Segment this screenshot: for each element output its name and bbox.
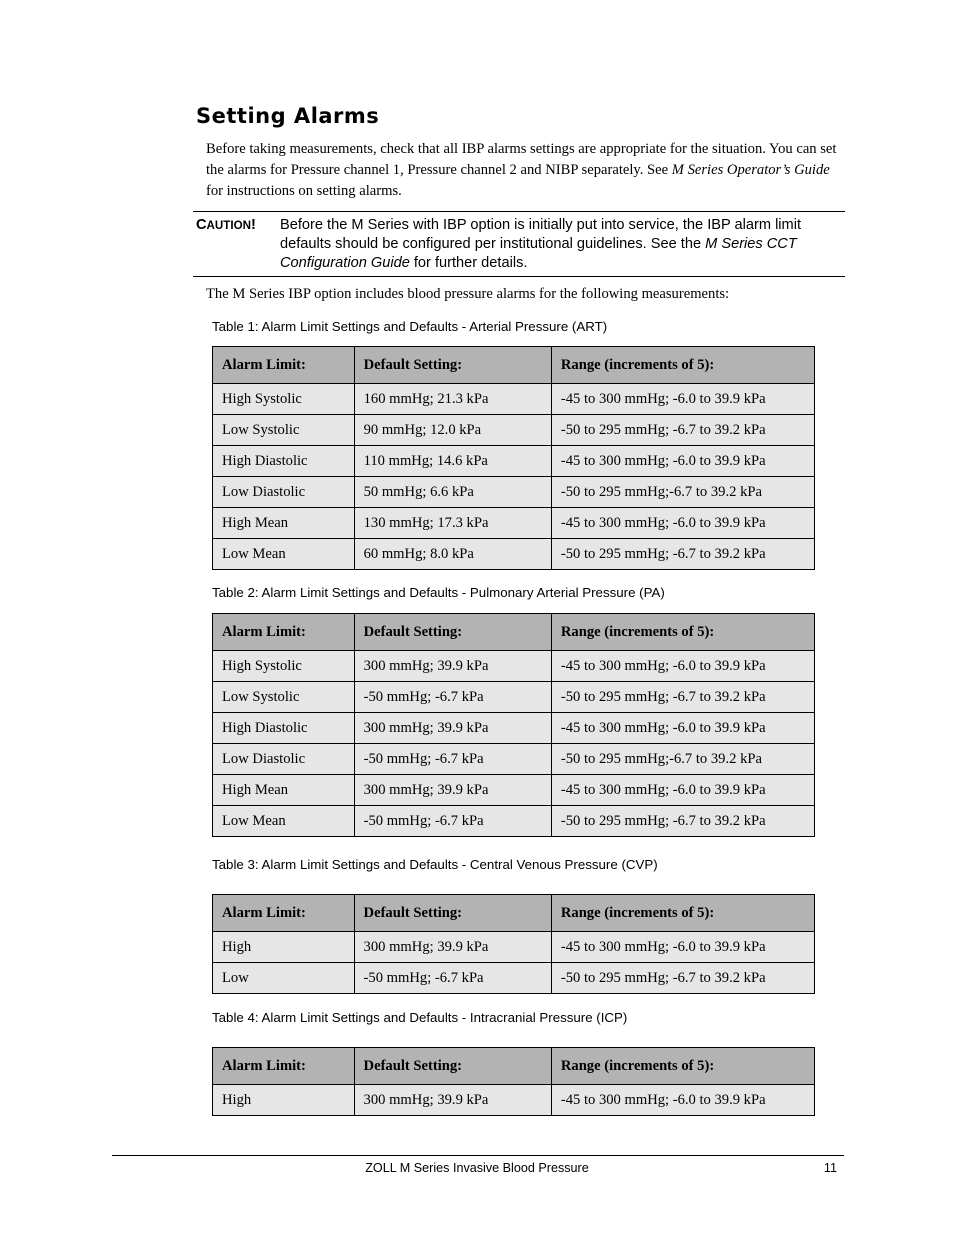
- operators-guide-reference: M Series Operator’s Guide: [671, 162, 830, 178]
- table-2-pa: [212, 613, 815, 837]
- header-alarm-limit: Alarm Limit:: [213, 614, 355, 651]
- default-setting-cell: -50 mmHg; -6.7 kPa: [354, 682, 551, 713]
- header-default-setting: Default Setting:: [354, 347, 551, 384]
- alarm-limit-cell: High: [213, 932, 355, 963]
- caution-text: [280, 216, 845, 273]
- alarm-limit-cell: High Mean: [213, 508, 355, 539]
- range-cell: -50 to 295 mmHg;-6.7 to 39.2 kPa: [551, 477, 814, 508]
- alarm-limit-cell: Low Diastolic: [213, 744, 355, 775]
- table-row: [213, 713, 815, 744]
- table-4-icp: [212, 1047, 815, 1116]
- header-default-setting: Default Setting:: [354, 1048, 551, 1085]
- caution-box: [193, 211, 845, 277]
- range-cell: -50 to 295 mmHg; -6.7 to 39.2 kPa: [551, 806, 814, 837]
- default-setting-cell: 300 mmHg; 39.9 kPa: [354, 713, 551, 744]
- table-3-caption: Table 3: Alarm Limit Settings and Defaults - Central Venous Pressure (CVP): [212, 857, 658, 872]
- table-header-row: [213, 614, 815, 651]
- table-row: [213, 415, 815, 446]
- cct-guide-reference: M Series CCT Configuration Guide: [280, 236, 797, 271]
- default-setting-cell: 130 mmHg; 17.3 kPa: [354, 508, 551, 539]
- alarm-limit-cell: High Systolic: [213, 384, 355, 415]
- default-setting-cell: -50 mmHg; -6.7 kPa: [354, 806, 551, 837]
- caution-label-initial: C: [196, 217, 207, 233]
- table-header-row: [213, 895, 815, 932]
- caution-text-2: for further details.: [409, 255, 528, 271]
- header-alarm-limit: Alarm Limit:: [213, 347, 355, 384]
- alarm-limit-cell: Low Mean: [213, 539, 355, 570]
- range-cell: -50 to 295 mmHg; -6.7 to 39.2 kPa: [551, 415, 814, 446]
- header-default-setting: Default Setting:: [354, 895, 551, 932]
- default-setting-cell: 50 mmHg; 6.6 kPa: [354, 477, 551, 508]
- range-cell: -45 to 300 mmHg; -6.0 to 39.9 kPa: [551, 651, 814, 682]
- default-setting-cell: 110 mmHg; 14.6 kPa: [354, 446, 551, 477]
- footer-title: ZOLL M Series Invasive Blood Pressure: [365, 1161, 589, 1175]
- section-heading: Setting Alarms: [196, 104, 380, 128]
- table-row: [213, 477, 815, 508]
- intro-text-2: for instructions on setting alarms.: [206, 183, 402, 199]
- default-setting-cell: 60 mmHg; 8.0 kPa: [354, 539, 551, 570]
- footer-divider: [112, 1155, 844, 1156]
- table-row: [213, 963, 815, 994]
- header-alarm-limit: Alarm Limit:: [213, 1048, 355, 1085]
- table-row: [213, 1085, 815, 1116]
- range-cell: -50 to 295 mmHg; -6.7 to 39.2 kPa: [551, 963, 814, 994]
- default-setting-cell: 300 mmHg; 39.9 kPa: [354, 775, 551, 806]
- caution-label: [196, 216, 256, 235]
- caution-label-smallcaps: AUTION: [206, 219, 251, 232]
- header-range: Range (increments of 5):: [551, 347, 814, 384]
- alarm-limit-cell: Low Mean: [213, 806, 355, 837]
- range-cell: -45 to 300 mmHg; -6.0 to 39.9 kPa: [551, 384, 814, 415]
- range-cell: -45 to 300 mmHg; -6.0 to 39.9 kPa: [551, 508, 814, 539]
- default-setting-cell: -50 mmHg; -6.7 kPa: [354, 963, 551, 994]
- lead-paragraph: The M Series IBP option includes blood pressure alarms for the following measurements:: [206, 286, 730, 302]
- default-setting-cell: 90 mmHg; 12.0 kPa: [354, 415, 551, 446]
- intro-paragraph: [206, 139, 842, 202]
- table-row: [213, 384, 815, 415]
- default-setting-cell: 300 mmHg; 39.9 kPa: [354, 1085, 551, 1116]
- alarm-limit-cell: High: [213, 1085, 355, 1116]
- default-setting-cell: 300 mmHg; 39.9 kPa: [354, 651, 551, 682]
- intro-text-1: Before taking measurements, check that all IBP alarms settings are appropriate for the situation. You can set the alarms for Pressure channel 1, Pressure channel 2 and NIBP separately. See: [206, 141, 837, 178]
- range-cell: -45 to 300 mmHg; -6.0 to 39.9 kPa: [551, 1085, 814, 1116]
- caution-label-mark: !: [251, 217, 256, 233]
- default-setting-cell: -50 mmHg; -6.7 kPa: [354, 744, 551, 775]
- default-setting-cell: 300 mmHg; 39.9 kPa: [354, 932, 551, 963]
- table-row: [213, 651, 815, 682]
- table-row: [213, 806, 815, 837]
- table-row: [213, 682, 815, 713]
- caution-text-1: Before the M Series with IBP option is initially put into service, the IBP alarm limit defaults should be configured per institutional guidelines. See the: [280, 217, 802, 252]
- table-4-caption: Table 4: Alarm Limit Settings and Defaults - Intracranial Pressure (ICP): [212, 1010, 628, 1025]
- default-setting-cell: 160 mmHg; 21.3 kPa: [354, 384, 551, 415]
- table-1-art: [212, 346, 815, 570]
- alarm-limit-cell: High Diastolic: [213, 446, 355, 477]
- range-cell: -45 to 300 mmHg; -6.0 to 39.9 kPa: [551, 446, 814, 477]
- range-cell: -50 to 295 mmHg; -6.7 to 39.2 kPa: [551, 539, 814, 570]
- alarm-limit-cell: High Mean: [213, 775, 355, 806]
- alarm-limit-cell: Low: [213, 963, 355, 994]
- alarm-limit-cell: Low Systolic: [213, 682, 355, 713]
- table-1-caption: Table 1: Alarm Limit Settings and Defaults - Arterial Pressure (ART): [212, 319, 608, 334]
- alarm-limit-cell: High Systolic: [213, 651, 355, 682]
- table-header-row: [213, 347, 815, 384]
- alarm-limit-cell: Low Diastolic: [213, 477, 355, 508]
- table-header-row: [213, 1048, 815, 1085]
- header-default-setting: Default Setting:: [354, 614, 551, 651]
- range-cell: -50 to 295 mmHg; -6.7 to 39.2 kPa: [551, 682, 814, 713]
- table-row: [213, 539, 815, 570]
- header-range: Range (increments of 5):: [551, 614, 814, 651]
- range-cell: -45 to 300 mmHg; -6.0 to 39.9 kPa: [551, 932, 814, 963]
- table-row: [213, 744, 815, 775]
- alarm-limit-cell: High Diastolic: [213, 713, 355, 744]
- table-row: [213, 508, 815, 539]
- table-row: [213, 932, 815, 963]
- table-2-caption: Table 2: Alarm Limit Settings and Defaults - Pulmonary Arterial Pressure (PA): [212, 585, 665, 600]
- alarm-limit-cell: Low Systolic: [213, 415, 355, 446]
- header-alarm-limit: Alarm Limit:: [213, 895, 355, 932]
- header-range: Range (increments of 5):: [551, 895, 814, 932]
- table-row: [213, 446, 815, 477]
- range-cell: -45 to 300 mmHg; -6.0 to 39.9 kPa: [551, 713, 814, 744]
- header-range: Range (increments of 5):: [551, 1048, 814, 1085]
- range-cell: -45 to 300 mmHg; -6.0 to 39.9 kPa: [551, 775, 814, 806]
- table-3-cvp: [212, 894, 815, 994]
- page-number: 11: [823, 1161, 837, 1175]
- table-row: [213, 775, 815, 806]
- range-cell: -50 to 295 mmHg;-6.7 to 39.2 kPa: [551, 744, 814, 775]
